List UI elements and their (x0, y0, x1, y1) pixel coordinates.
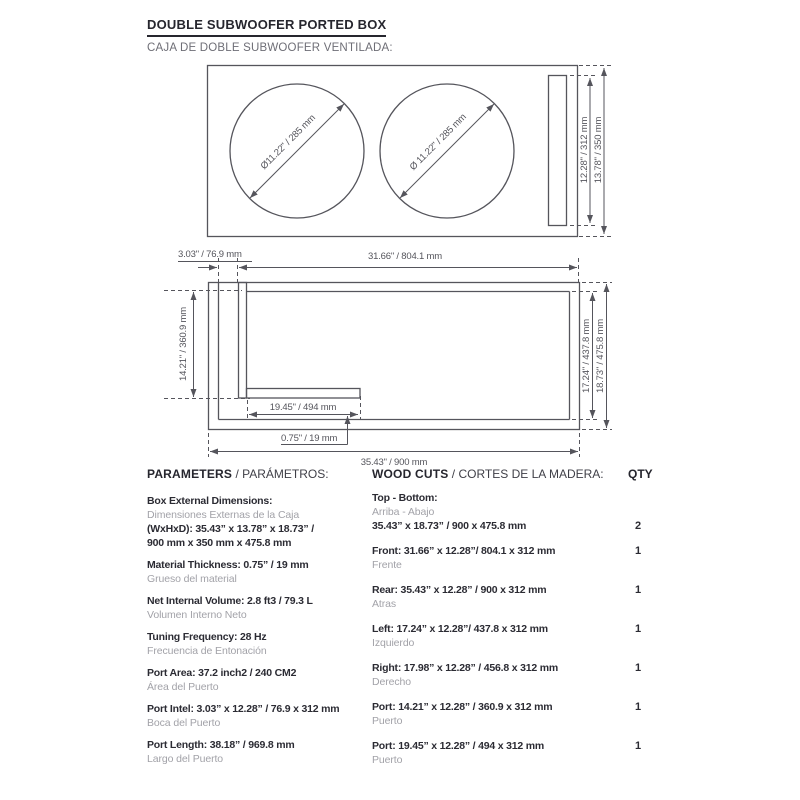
cut-rear (372, 583, 665, 611)
param-title: Port Intel: 3.03” x 12.28” / 76.9 x 312 mm (147, 703, 340, 715)
port-wall-shelf (247, 389, 361, 399)
wood-cuts-section (372, 467, 665, 778)
param-port-length (147, 738, 372, 766)
cut-qty: 1 (635, 545, 642, 557)
woofer-right-diameter-arrow (400, 104, 494, 198)
port-wall-vertical (239, 283, 247, 399)
outer-depth-label: 18.73" / 475.8 mm (595, 319, 606, 393)
woofer-left-diameter-arrow (250, 104, 344, 198)
inner-depth-label: 17.24" / 437.8 mm (581, 319, 592, 393)
param-subtitle-es: Frecuencia de Entonación (147, 645, 267, 657)
cut-subtitle-es: Frente (372, 559, 402, 571)
port-width-label: 3.03" / 76.9 mm (178, 249, 242, 260)
cut-title: Port: 19.45” x 12.28” / 494 x 312 mm (372, 740, 544, 752)
param-material-thickness (147, 558, 372, 586)
param-value-line2: 900 mm x 350 mm x 475.8 mm (147, 537, 292, 549)
cut-right (372, 661, 665, 689)
front-view-outline (208, 66, 578, 237)
param-port-inlet (147, 702, 372, 730)
cut-title: Port: 14.21” x 12.28” / 360.9 x 312 mm (372, 701, 553, 713)
cut-port-1 (372, 700, 665, 728)
cut-title: Left: 17.24” x 12.28”/ 437.8 x 312 mm (372, 623, 548, 635)
total-width-label: 35.43" / 900 mm (360, 457, 428, 468)
top-view (164, 249, 612, 468)
cut-title: Front: 31.66” x 12.28”/ 804.1 x 312 mm (372, 545, 556, 557)
page-title: DOUBLE SUBWOOFER PORTED BOX (147, 17, 386, 37)
param-net-internal-volume (147, 594, 372, 622)
thickness-label: 0.75" / 19 mm (281, 433, 338, 444)
box-height-label: 13.78" / 350 mm (593, 116, 604, 184)
param-title: Tuning Frequency: 28 Hz (147, 631, 267, 643)
param-value-line1: (WxHxD): 35.43” x 13.78” x 18.73” / (147, 523, 314, 535)
param-subtitle-es: Área del Puerto (147, 681, 219, 693)
port-opening-slot (549, 76, 567, 226)
cut-qty: 1 (635, 701, 642, 713)
shelf-label: 19.45" / 494 mm (269, 402, 337, 413)
cut-front (372, 544, 665, 572)
parameters-heading-bold: PARAMETERS (147, 467, 233, 481)
cut-qty: 2 (635, 520, 642, 532)
port-height-label: 12.28" / 312 mm (579, 116, 590, 184)
cut-qty: 1 (635, 662, 642, 674)
param-title: Box External Dimensions: (147, 495, 273, 507)
front-width-label: 31.66" / 804.1 mm (368, 251, 442, 262)
param-title: Port Length: 38.18” / 969.8 mm (147, 739, 295, 751)
parameters-heading (147, 467, 372, 482)
param-subtitle-es: Boca del Puerto (147, 717, 221, 729)
param-subtitle-es: Grueso del material (147, 573, 237, 585)
front-view (208, 66, 613, 237)
cut-subtitle-es: Puerto (372, 715, 403, 727)
cut-dimensions: 35.43” x 18.73” / 900 x 475.8 mm (372, 520, 527, 532)
param-tuning-frequency (147, 630, 372, 658)
wood-cuts-heading-bold: WOOD CUTS (372, 467, 449, 481)
cut-qty: 1 (635, 740, 642, 752)
cut-top-bottom (372, 491, 665, 533)
qty-heading: QTY (628, 467, 653, 481)
wood-cuts-heading-rest: / CORTES DE LA MADERA: (448, 467, 604, 481)
parameters-section (147, 467, 372, 774)
cut-title: Rear: 35.43” x 12.28” / 900 x 312 mm (372, 584, 547, 596)
param-port-area (147, 666, 372, 694)
cut-subtitle-es: Izquierdo (372, 637, 415, 649)
wood-cuts-heading (372, 467, 665, 482)
cut-qty: 1 (635, 584, 642, 596)
param-subtitle-es: Dimensiones Externas de la Caja (147, 509, 300, 521)
woofer-left-diameter-label: Ø11.22" / 285 mm (258, 112, 318, 172)
cut-subtitle-es: Derecho (372, 676, 411, 688)
param-subtitle-es: Largo del Puerto (147, 753, 224, 765)
cut-qty: 1 (635, 623, 642, 635)
param-title: Material Thickness: 0.75” / 19 mm (147, 559, 309, 571)
cut-title: Top - Bottom: (372, 492, 438, 504)
cut-title: Right: 17.98” x 12.28” / 456.8 x 312 mm (372, 662, 558, 674)
page-subtitle: CAJA DE DOBLE SUBWOOFER VENTILADA: (147, 42, 393, 54)
param-title: Port Area: 37.2 inch2 / 240 CM2 (147, 667, 297, 679)
parameters-heading-rest: / PARÁMETROS: (232, 467, 329, 481)
cut-port-2 (372, 739, 665, 767)
cut-subtitle-es: Atras (372, 598, 397, 610)
param-box-external-dimensions (147, 494, 372, 550)
param-subtitle-es: Volumen Interno Neto (147, 609, 247, 621)
cut-subtitle-es: Puerto (372, 754, 403, 766)
param-title: Net Internal Volume: 2.8 ft3 / 79.3 L (147, 595, 313, 607)
top-view-outline (209, 283, 580, 430)
cut-left (372, 622, 665, 650)
woofer-right-diameter-label: Ø 11.22" / 285 mm (407, 111, 469, 173)
port-wall-label: 14.21" / 360.9 mm (178, 307, 189, 381)
cut-subtitle-es: Arriba - Abajo (372, 506, 435, 518)
